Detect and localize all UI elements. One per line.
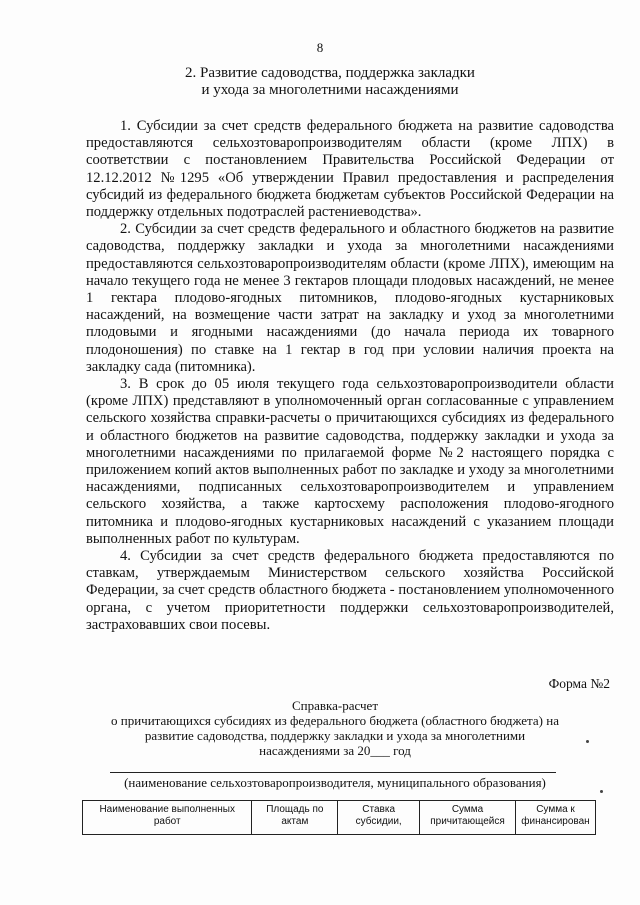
table-header-cell: Сумма причитающейся [420,801,516,835]
table-header-cell: Сумма к финансирован [515,801,595,835]
section-title-line-2: и ухода за многолетними насаждениями [201,82,459,98]
calculation-table [82,800,596,835]
table-header-cell: Наименование выполненных работ [83,801,252,835]
scan-speck [586,740,589,743]
form-label: Форма №2 [548,676,610,691]
paragraph-4: 4. Субсидии за счет средств федерального бюджета предоставляются по ставкам, утверждаемым Министерством сельского хозяйства Российской Федерации, за счет средств областного бюджета - постановлением уполномоченного органа, с учетом приоритетности поддержки сельхозтоваропроизводителей, застраховавших свои посевы. [86,548,614,633]
page-number: 8 [316,40,324,55]
paragraph-3: 3. В срок до 05 июля текущего года сельхозтоваропроизводители области (кроме ЛПХ) представляют в уполномоченный орган согласованные с управлением сельского хозяйства справки-расчеты о причитающихся субсидиях из федерального и областного бюджетов на развитие садоводства, поддержку закладки и ухода за многолетними насаждениями по прилагаемой форме №2 настоящего порядка с приложением копий актов выполненных работ по закладке и уходу за многолетними насаждениями, подписанных сельхозтоваропроизводителем и управлением сельского хозяйства, а также картосхему расположения плодово-ягодного питомника и плодово-ягодных кустарниковых насаждений с указанием площади выполненных работ по культурам. [86,376,614,547]
name-caption: (наименование сельхозтоваропроизводителя, муниципального образования) [124,775,546,790]
body-text [86,118,614,634]
form-title-line-4: насаждениями за 20___ год [259,743,411,758]
name-underline [110,772,556,773]
form-title-line-1: Справка-расчет [291,698,379,713]
table-header-cell: Площадь по актам [252,801,338,835]
section-title [60,65,600,99]
table-header-cell: Ставка субсидии, [338,801,420,835]
section-title-line-1: 2. Развитие садоводства, поддержка закладки [185,65,475,81]
paragraph-2: 2. Субсидии за счет средств федерального и областного бюджетов на развитие садоводства, поддержку закладки и ухода за многолетними насаждениями предоставляются сельхозтоваропроизводителям области (кроме ЛПХ), имеющим на начало текущего года не менее 3 гектаров площади плодовых насаждений, не менее 1 гектара плодово-ягодных питомников, плодово-ягодных кустарниковых насаждений, на возмещение части затрат на закладку и уход за многолетними плодовыми и ягодными насаждениями (до начала периода их товарного плодоношения) по ставке на 1 гектар в год при условии наличия проекта на закладку сада (питомника). [86,221,614,375]
scan-speck [600,790,603,793]
paragraph-1: 1. Субсидии за счет средств федерального бюджета на развитие садоводства предоставляются сельхозтоваропроизводителям области (кроме ЛПХ) в соответствии с постановлением Правительства Российской Федерации от 12.12.2012 №1295 «Об утверждении Правил предоставления и распределения субсидий из федерального бюджета бюджетам субъектов Российской Федерации на поддержку отдельных подотраслей растениеводства». [86,118,614,221]
form-title-line-3: развитие садоводства, поддержку закладки и ухода за многолетними [144,728,526,743]
form-title-line-2: о причитающихся субсидиях из федерального бюджета (областного бюджета) на [111,713,559,728]
form-title [60,698,610,758]
table-header-row [83,801,596,835]
